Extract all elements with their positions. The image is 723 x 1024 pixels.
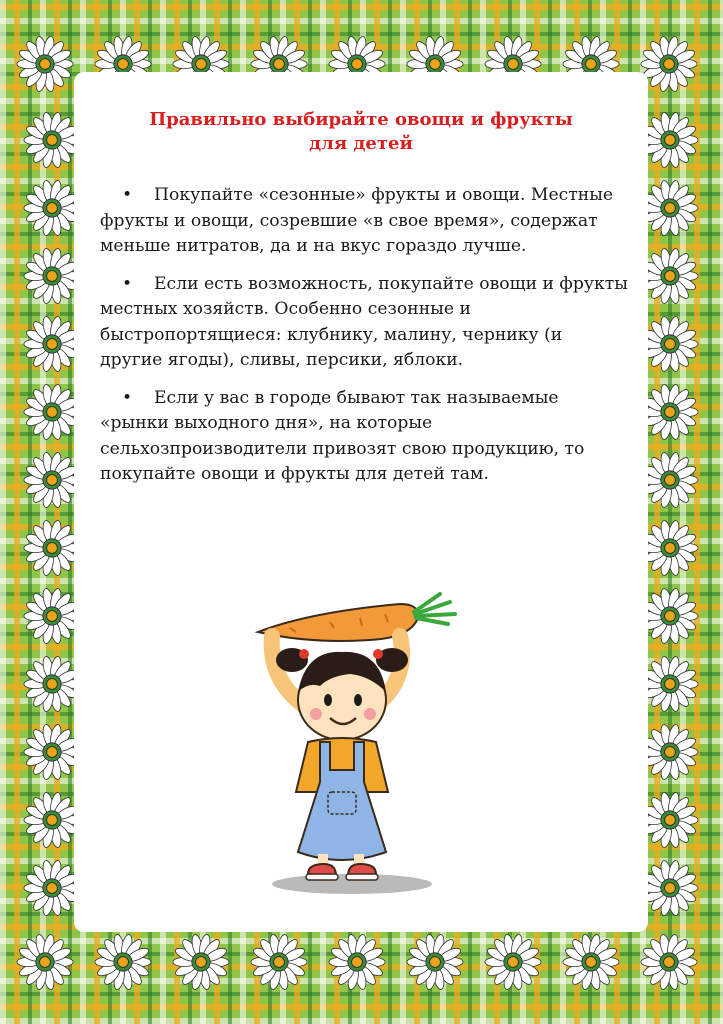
daisy-flower	[24, 724, 80, 781]
daisy-flower	[642, 384, 698, 441]
bullet-icon: •	[122, 387, 133, 408]
daisy-flower	[563, 934, 619, 991]
daisy-flower	[17, 36, 73, 93]
daisy-flower	[251, 934, 307, 991]
daisy-flower	[24, 520, 80, 577]
title-line-2: для детей	[309, 133, 413, 154]
daisy-flower	[329, 934, 385, 991]
tip-paragraph	[100, 272, 628, 374]
daisy-flower	[24, 860, 80, 917]
daisy-flower	[642, 112, 698, 169]
daisy-flower	[642, 520, 698, 577]
tip-text: Покупайте «сезонные» фрукты и овощи. Местные фрукты и овощи, созревшие «в свое время», содержат меньше нитратов, да и на вкус гораздо лучше.	[100, 185, 614, 256]
daisy-flower	[95, 934, 151, 991]
daisy-flower	[24, 316, 80, 373]
daisy-flower	[642, 860, 698, 917]
daisy-flower	[642, 792, 698, 849]
daisy-flower	[642, 248, 698, 305]
daisy-flower	[24, 384, 80, 441]
daisy-flower	[24, 588, 80, 645]
bullet-icon: •	[122, 273, 133, 294]
daisy-flower	[641, 36, 697, 93]
daisy-flower	[24, 792, 80, 849]
tip-text: Если у вас в городе бывают так называемые «рынки выходного дня», на которые сельхозпроизводители привозят свою продукцию, то покупайте овощи и фрукты для детей там.	[100, 387, 585, 484]
tip-paragraph	[100, 386, 628, 488]
daisy-flower	[642, 656, 698, 713]
daisy-flower	[642, 724, 698, 781]
daisy-flower	[173, 934, 229, 991]
tip-text: Если есть возможность, покупайте овощи и фрукты местных хозяйств. Особенно сезонные и быстропортящиеся: клубнику, малину, чернику (и другие ягоды), сливы, персики, яблоки.	[100, 273, 628, 370]
daisy-flower	[642, 316, 698, 373]
girl-holding-carrot-icon	[250, 592, 470, 902]
bullet-icon: •	[122, 185, 133, 205]
daisy-flower	[642, 588, 698, 645]
daisy-flower	[24, 452, 80, 509]
page-title	[84, 108, 638, 156]
daisy-flower	[485, 934, 541, 991]
daisy-flower	[24, 248, 80, 305]
daisy-flower	[17, 934, 73, 991]
daisy-flower	[24, 656, 80, 713]
daisy-flower	[24, 180, 80, 237]
tips-list	[100, 183, 628, 500]
daisy-flower	[641, 934, 697, 991]
daisy-flower	[642, 452, 698, 509]
tip-paragraph	[100, 183, 628, 260]
daisy-flower	[24, 112, 80, 169]
daisy-flower	[642, 180, 698, 237]
title-line-1: Правильно выбирайте овощи и фрукты	[149, 109, 573, 130]
daisy-flower	[407, 934, 463, 991]
